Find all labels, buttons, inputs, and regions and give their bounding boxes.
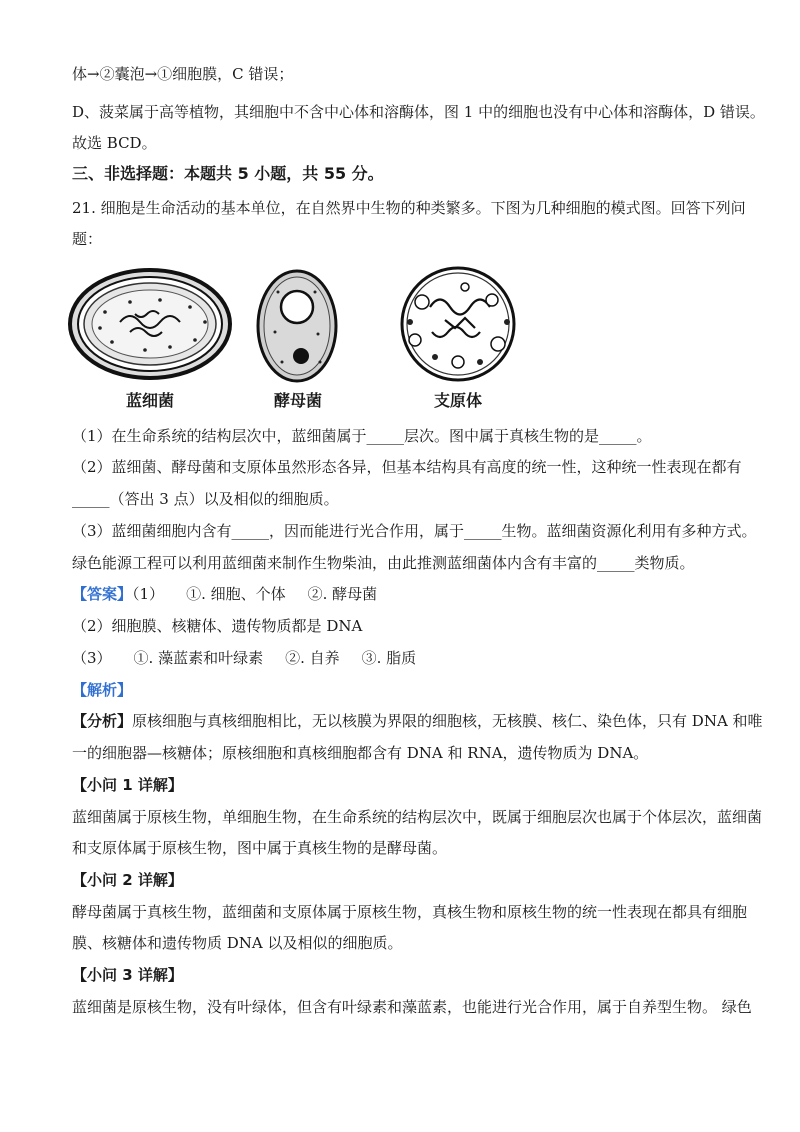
analysis-text <box>72 711 763 731</box>
subquestion-tag: 【小问 1 详解】 <box>72 776 183 794</box>
mycoplasma-label: 支原体 <box>433 391 482 410</box>
text-line: 故选 BCD。 <box>72 134 157 152</box>
question-text: （2）蓝细菌、酵母菌和支原体虽然形态各异，但基本结构具有高度的统一性，这种统一性表现在都有 <box>72 458 742 476</box>
analysis-tag: 【解析】 <box>72 681 133 699</box>
question-text: _____（答出 3 点）以及相似的细胞质。 <box>72 490 339 508</box>
answer-option: ①. 细胞、个体 <box>186 585 286 603</box>
answer-option: ②. 自养 <box>285 649 340 667</box>
analysis-text: 蓝细菌属于原核生物，单细胞生物，在生命系统的结构层次中，既属于细胞层次也属于个体层次，蓝细菌 <box>72 808 763 826</box>
answer-option: ②. 酵母菌 <box>307 585 378 603</box>
question-text: （1）在生命系统的结构层次中，蓝细菌属于_____层次。图中属于真核生物的是_____。 <box>72 427 652 445</box>
answer-line-2: （2）细胞膜、核糖体、遗传物质都是 DNA <box>72 617 363 635</box>
mycoplasma-cell-icon <box>402 268 514 380</box>
answer-option: ③. 脂质 <box>361 649 417 667</box>
yeast-label: 酵母菌 <box>273 391 322 410</box>
analysis-text: 酵母菌属于真核生物，蓝细菌和支原体属于原核生物，真核生物和原核生物的统一性表现在都具有细胞 <box>72 903 748 921</box>
cell-figure <box>60 262 760 392</box>
question-text: （3）蓝细菌细胞内含有_____，因而能进行光合作用，属于_____生物。蓝细菌资源化利用有多种方式。 <box>72 522 757 540</box>
question-text: 绿色能源工程可以利用蓝细菌来制作生物柴油，由此推测蓝细菌体内含有丰富的_____类物质。 <box>72 554 695 572</box>
fenxi-text: 原核细胞与真核细胞相比，无以核膜为界限的细胞核，无核膜、核仁、染色体，只有 DNA 和唯 <box>132 712 763 730</box>
analysis-text: 膜、核糖体和遗传物质 DNA 以及相似的细胞质。 <box>72 934 403 952</box>
analysis-text: 一的细胞器—核糖体；原核细胞和真核细胞都含有 DNA 和 RNA，遗传物质为 DNA。 <box>72 744 649 762</box>
answer-line-1 <box>72 584 377 604</box>
answer-line-3 <box>72 648 416 668</box>
answer-option: ①. 藻蓝素和叶绿素 <box>133 649 264 667</box>
text-line: D、菠菜属于高等植物，其细胞中不含中心体和溶酶体，图 1 中的细胞也没有中心体和溶酶体，D 错误。 <box>72 103 765 121</box>
cyanobacteria-label: 蓝细菌 <box>125 391 174 410</box>
yeast-cell-icon <box>258 271 336 381</box>
fenxi-tag: 【分析】 <box>72 712 133 730</box>
analysis-text: 和支原体属于原核生物，图中属于真核生物的是酵母菌。 <box>72 839 448 857</box>
subquestion-tag: 【小问 2 详解】 <box>72 871 183 889</box>
analysis-text: 蓝细菌是原核生物，没有叶绿体，但含有叶绿素和藻蓝素，也能进行光合作用，属于自养型生物。 绿色 <box>72 998 752 1016</box>
answer-prefix: （1） <box>132 585 165 603</box>
question-text: 21. 细胞是生命活动的基本单位，在自然界中生物的种类繁多。下图为几种细胞的模式图。回答下列问 <box>72 199 746 217</box>
answer-prefix: （3） <box>72 649 112 667</box>
subquestion-tag: 【小问 3 详解】 <box>72 966 183 984</box>
cyanobacteria-cell-icon <box>70 270 230 378</box>
text-line: 体→②囊泡→①细胞膜，C 错误； <box>72 65 294 83</box>
section-heading: 三、非选择题：本题共 5 小题，共 55 分。 <box>72 164 384 183</box>
question-text: 题： <box>72 230 103 248</box>
answer-tag: 【答案】 <box>72 585 133 603</box>
